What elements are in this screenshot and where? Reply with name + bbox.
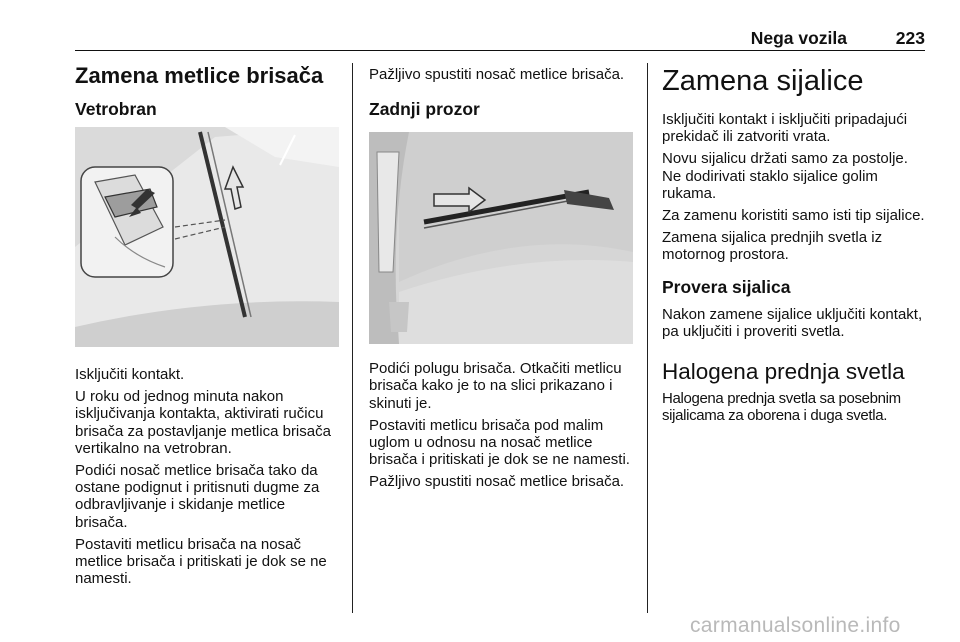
paragraph: Podići polugu brisača. Otkačiti metlicu brisača kako je to na slici prikazano i skinuti je. [369, 360, 622, 412]
windscreen-wiper-illustration [75, 127, 339, 347]
paragraph: Pažljivo spustiti nosač metlice brisača. [369, 473, 625, 491]
section-title: Nega vozila [750, 28, 847, 48]
paragraph: Postaviti metlicu brisača na nosač metlice brisača i pritiskati je dok se ne namesti. [75, 535, 327, 588]
page-header [75, 28, 925, 51]
paragraph: Isključiti kontakt i isključiti pripadajući prekidač ili zatvoriti vrata. [662, 111, 908, 146]
windscreen-subheading: Vetrobran [75, 99, 157, 119]
watermark: carmanualsonline.info [690, 614, 901, 637]
column-3 [662, 63, 930, 429]
rear-window-subheading: Zadnji prozor [369, 99, 480, 120]
paragraph: Za zamenu koristiti samo isti tip sijalice. [662, 207, 925, 225]
column-1 [75, 62, 341, 592]
column-2 [369, 66, 635, 496]
paragraph: Isključiti kontakt. [75, 366, 185, 383]
bulb-replacement-heading: Zamena sijalice [662, 65, 864, 97]
paragraph: Novu sijalicu držati samo za postolje. Ne dodirivati staklo sijalice golim rukama. [662, 150, 908, 202]
rear-wiper-illustration [369, 132, 633, 344]
wiper-blade-heading: Zamena metlice brisača [75, 63, 324, 88]
paragraph: Nakon zamene sijalice uključiti kontakt, pa uključiti i proveriti svetla. [662, 305, 923, 340]
bulb-check-subheading: Provera sijalica [662, 276, 791, 297]
paragraph: Postaviti metlicu brisača pod malim uglom u odnosu na nosač metlice brisača i pritiskati je dok se ne namesti. [369, 416, 630, 469]
column-divider-2 [647, 63, 648, 613]
paragraph: Pažljivo spustiti nosač metlice brisača. [369, 66, 625, 83]
paragraph: Podići nosač metlice brisača tako da ostane podignut i pritisnuti dugme za odbravljivanje i skidanje metlice brisača. [75, 462, 320, 531]
page-number: 223 [895, 28, 925, 48]
halogen-headlights-heading: Halogena prednja svetla [662, 359, 905, 385]
paragraph: U roku od jednog minuta nakon isključivanja kontakta, aktivirati ručicu brisača za postavljanje metlica brisača vertikalno na vetrobran. [75, 388, 331, 457]
column-divider-1 [352, 63, 353, 613]
paragraph: Zamena sijalica prednjih svetla iz motornog prostora. [662, 229, 883, 264]
paragraph: Halogena prednja svetla sa posebnim sijalicama za oborena i duga svetla. [662, 390, 901, 425]
